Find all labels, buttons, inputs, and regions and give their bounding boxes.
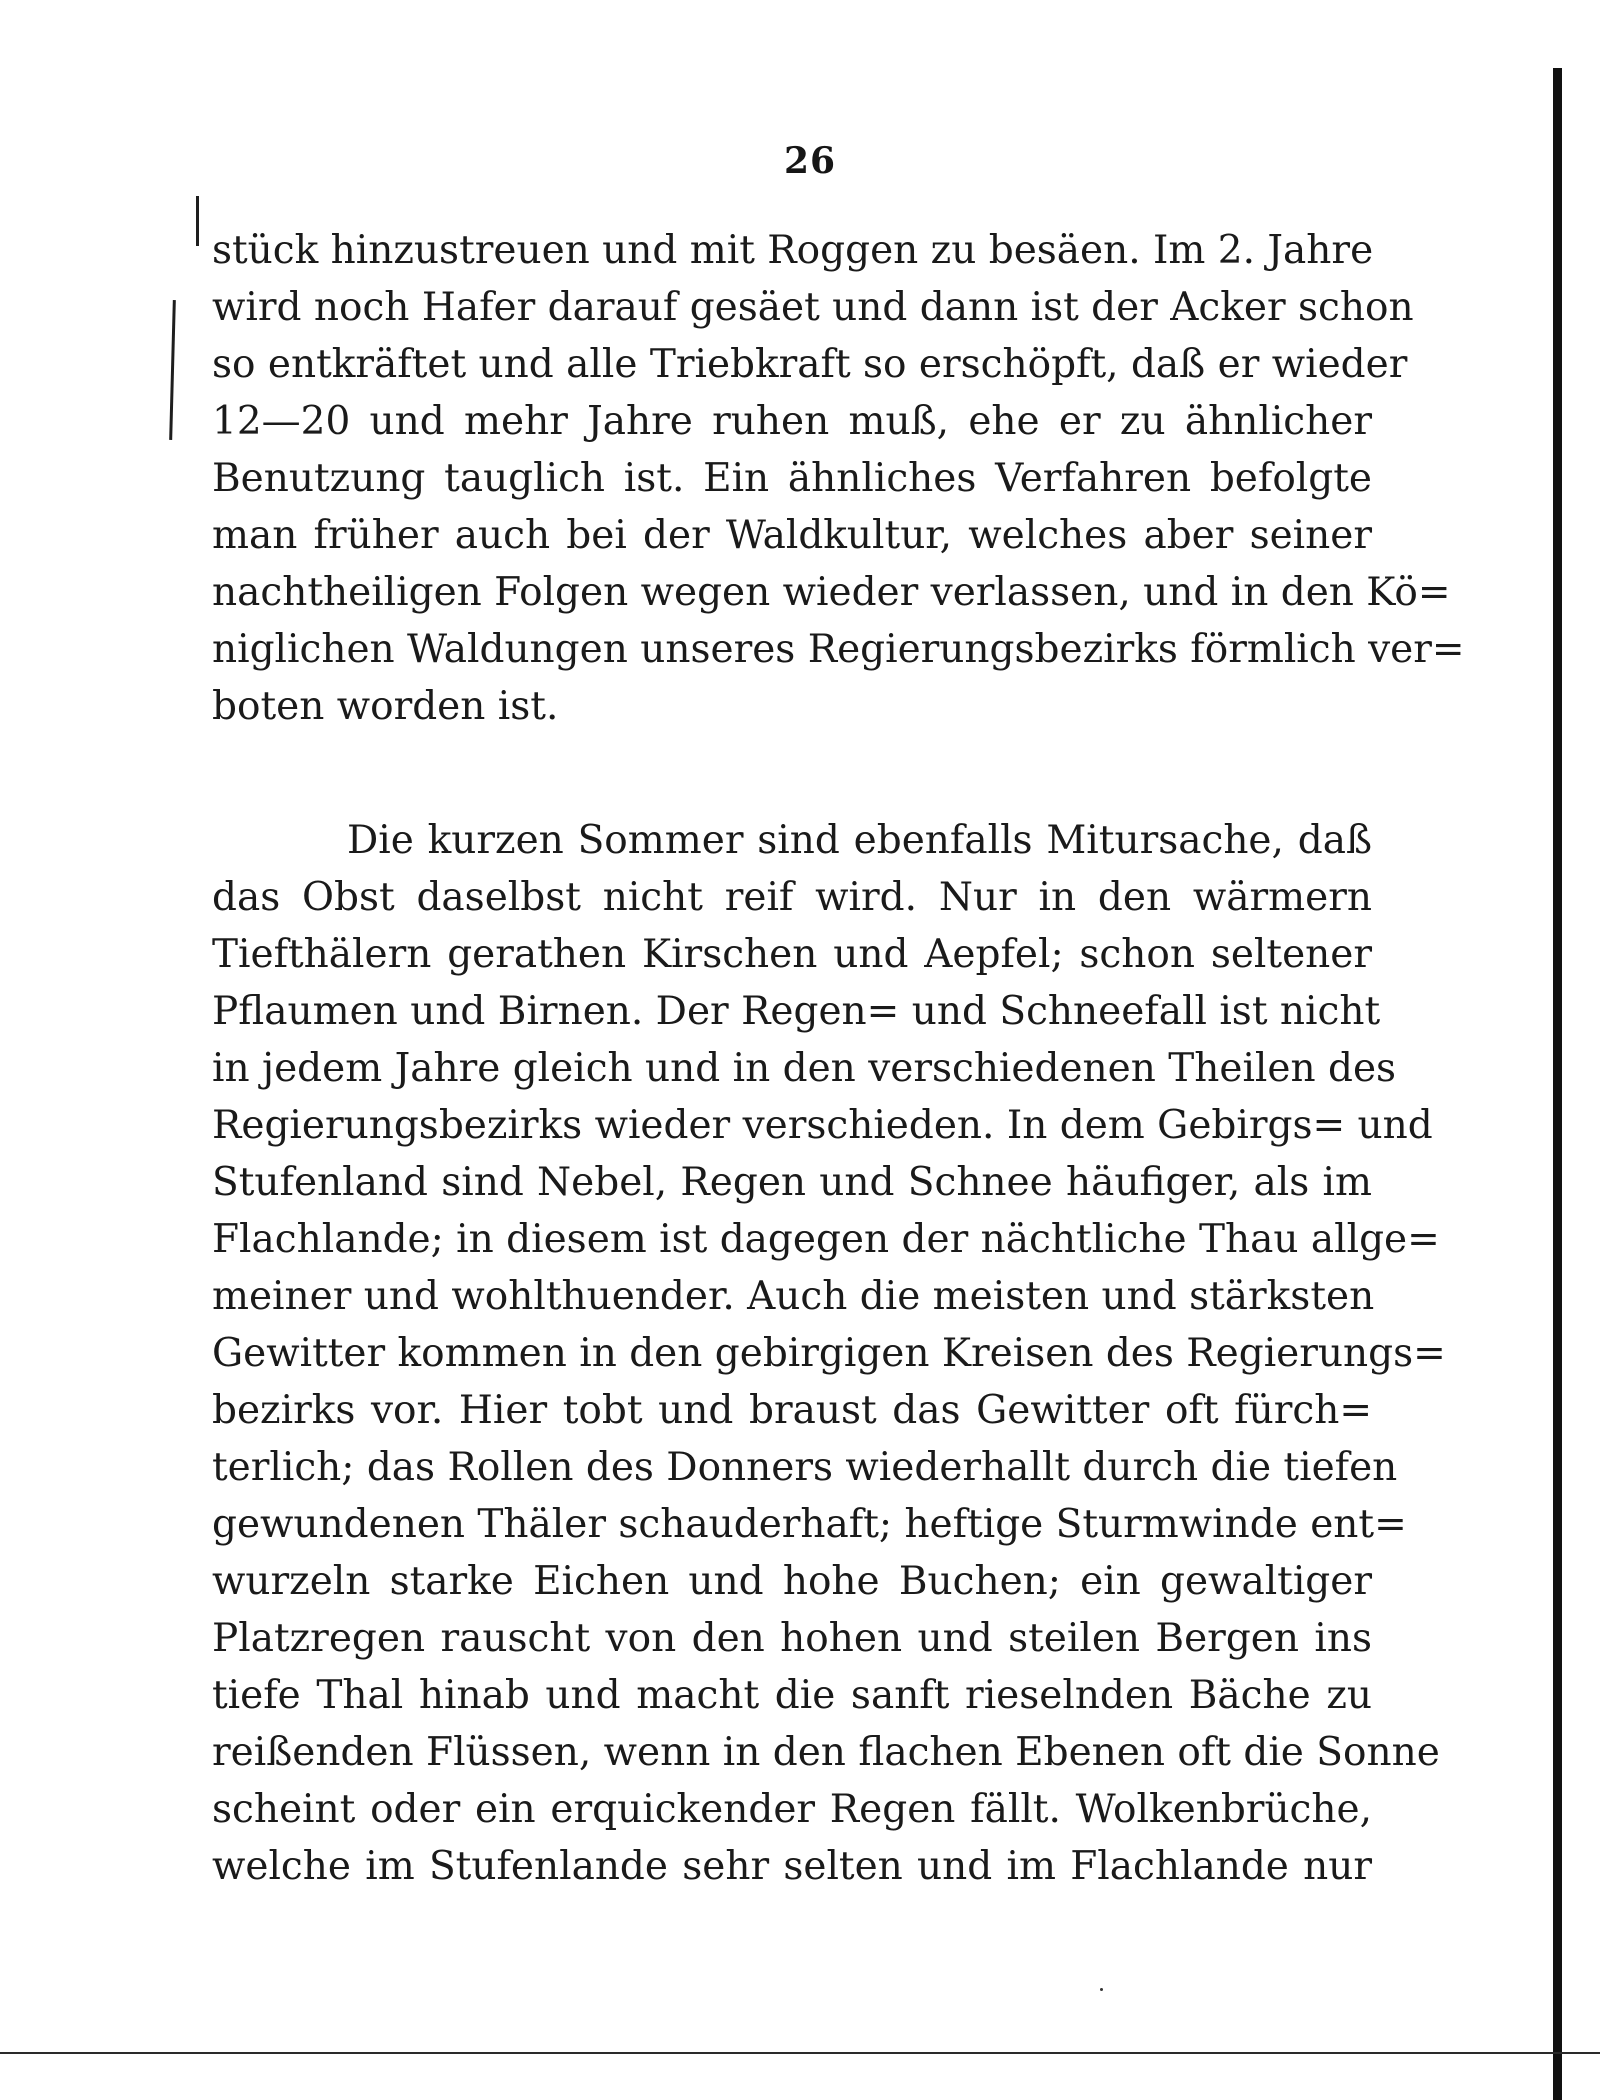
text-line: tiefe Thal hinab und macht die sanft rieselnden Bäche zu — [212, 1673, 1372, 1718]
text-line: so entkräftet und alle Triebkraft so erschöpft, daß er wieder — [212, 342, 1408, 387]
page-bottom-rule — [0, 2052, 1600, 2054]
text-line: welche im Stufenlande sehr selten und im Flachlande nur — [212, 1844, 1372, 1889]
text-line: gewundenen Thäler schauderhaft; heftige Sturmwinde ent= — [212, 1502, 1407, 1547]
margin-mark-short — [196, 196, 199, 246]
text-line: Platzregen rauscht von den hohen und steilen Bergen ins — [212, 1616, 1372, 1661]
text-line: Gewitter kommen in den gebirgigen Kreisen des Regierungs= — [212, 1331, 1446, 1376]
text-line: Flachlande; in diesem ist dagegen der nächtliche Thau allge= — [212, 1217, 1440, 1262]
text-line: meiner und wohlthuender. Auch die meisten und stärksten — [212, 1274, 1375, 1319]
text-line: Benutzung tauglich ist. Ein ähnliches Verfahren befolgte — [212, 456, 1372, 501]
paragraph-1 — [212, 222, 1465, 735]
text-line: Tiefthälern gerathen Kirschen und Aepfel; schon seltener — [212, 932, 1372, 977]
text-line: in jedem Jahre gleich und in den verschiedenen Theilen des — [212, 1046, 1397, 1091]
page-number: 26 — [783, 140, 837, 182]
text-line: terlich; das Rollen des Donners wiederhallt durch die tiefen — [212, 1445, 1398, 1490]
text-line: bezirks vor. Hier tobt und braust das Gewitter oft fürch= — [212, 1388, 1372, 1433]
text-line: 12—20 und mehr Jahre ruhen muß, ehe er zu ähnlicher — [212, 399, 1372, 444]
text-line: boten worden ist. — [212, 684, 559, 729]
text-line: Regierungsbezirks wieder verschieden. In dem Gebirgs= und — [212, 1103, 1433, 1148]
text-line: niglichen Waldungen unseres Regierungsbezirks förmlich ver= — [212, 627, 1465, 672]
text-line: scheint oder ein erquickender Regen fällt. Wolkenbrüche, — [212, 1787, 1372, 1832]
ink-speck — [1100, 1988, 1103, 1991]
margin-mark-long — [169, 300, 176, 440]
text-line: stück hinzustreuen und mit Roggen zu besäen. Im 2. Jahre — [212, 228, 1374, 273]
text-line: das Obst daselbst nicht reif wird. Nur in den wärmern — [212, 875, 1372, 920]
text-line: Stufenland sind Nebel, Regen und Schnee häufiger, als im — [212, 1160, 1372, 1205]
text-line: Pflaumen und Birnen. Der Regen= und Schneefall ist nicht — [212, 989, 1381, 1034]
text-line: wird noch Hafer darauf gesäet und dann ist der Acker schon — [212, 285, 1414, 330]
paragraph-2 — [212, 812, 1446, 1895]
text-line: Die kurzen Sommer sind ebenfalls Mitursache, daß — [347, 818, 1372, 863]
page-binding-edge — [1553, 68, 1562, 2100]
text-line: man früher auch bei der Waldkultur, welches aber seiner — [212, 513, 1372, 558]
text-line: nachtheiligen Folgen wegen wieder verlassen, und in den Kö= — [212, 570, 1451, 615]
text-line: wurzeln starke Eichen und hohe Buchen; ein gewaltiger — [212, 1559, 1372, 1604]
text-line: reißenden Flüssen, wenn in den flachen Ebenen oft die Sonne — [212, 1730, 1440, 1775]
